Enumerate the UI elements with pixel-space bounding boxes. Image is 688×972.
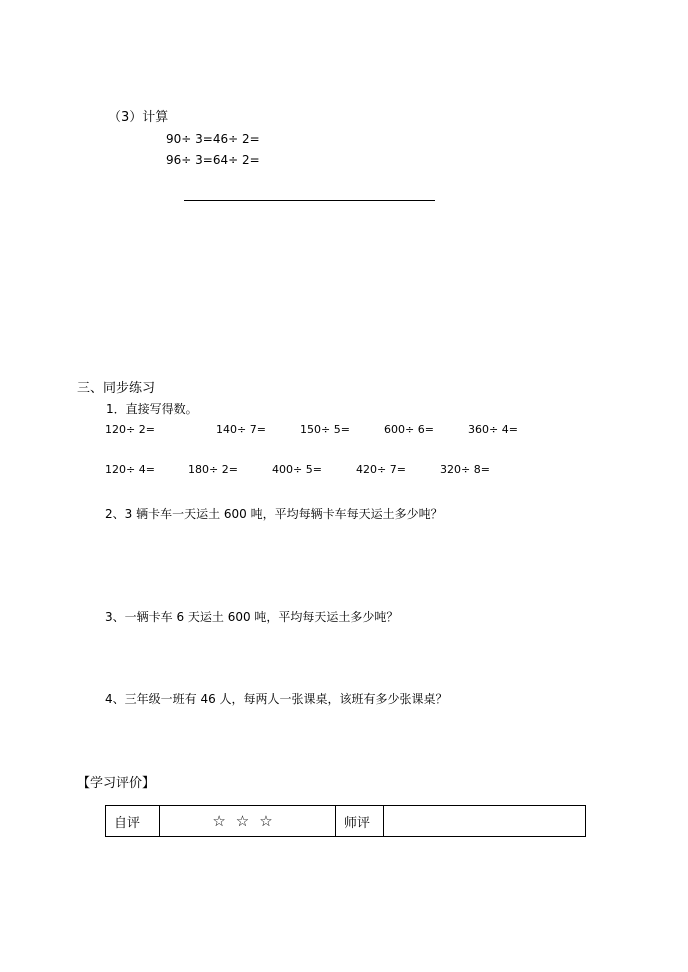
- expression: 180÷ 2=: [188, 463, 238, 476]
- question-3: 3、一辆卡车 6 天运土 600 吨，平均每天运土多少吨？: [105, 610, 399, 624]
- teacher-evaluation-label: 师评: [336, 806, 384, 837]
- calc-line-2: 96÷ 3=64÷ 2=: [166, 153, 260, 167]
- teacher-evaluation-field[interactable]: [384, 806, 586, 837]
- star-rating[interactable]: ☆☆☆: [160, 806, 336, 837]
- evaluation-heading: 【学习评价】: [77, 776, 156, 791]
- question-1-title: 1．直接写得数。: [106, 402, 198, 416]
- evaluation-table: [105, 805, 586, 837]
- question-4: 4、三年级一班有 46 人，每两人一张课桌，该班有多少张课桌？: [105, 692, 448, 706]
- self-evaluation-label: 自评: [106, 806, 160, 837]
- expression: 320÷ 8=: [440, 463, 490, 476]
- calc-heading: （3）计算: [108, 110, 169, 125]
- answer-line: [184, 200, 435, 201]
- question-2: 2、3 辆卡车一天运土 600 吨，平均每辆卡车每天运土多少吨？: [105, 507, 443, 521]
- calc-line-1: 90÷ 3=46÷ 2=: [166, 132, 260, 146]
- expression: 600÷ 6=: [384, 423, 434, 436]
- evaluation-row: [106, 806, 586, 837]
- expression: 120÷ 4=: [105, 463, 155, 476]
- expression: 420÷ 7=: [356, 463, 406, 476]
- expression: 400÷ 5=: [272, 463, 322, 476]
- practice-heading: 三、同步练习: [77, 381, 156, 396]
- expression: 150÷ 5=: [300, 423, 350, 436]
- expression: 120÷ 2=: [105, 423, 155, 436]
- expression: 140÷ 7=: [216, 423, 266, 436]
- expression: 360÷ 4=: [468, 423, 518, 436]
